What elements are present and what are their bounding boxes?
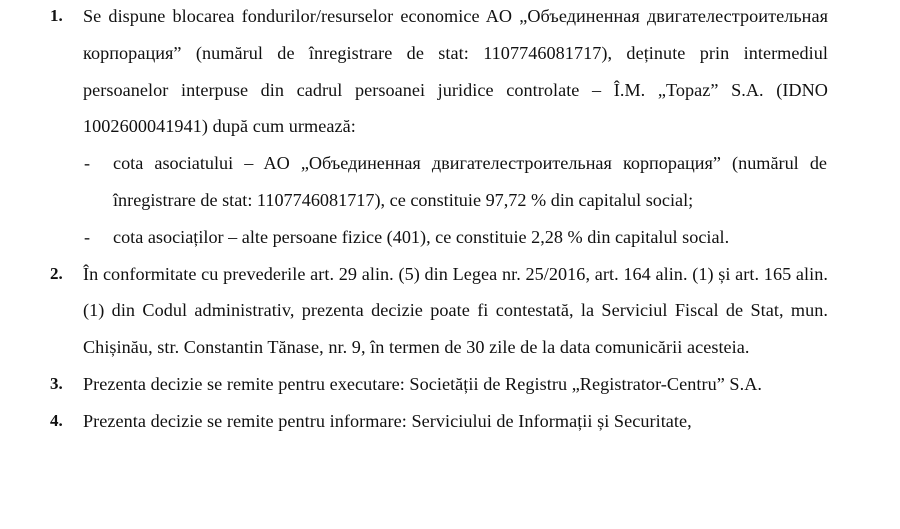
item-text: Se dispune blocarea fondurilor/resurselor economice AO „Объединенная двигателестроительная корпорация” (numărul de înregistrare de stat: 1107746081717), deținute prin intermediul persoanelor interpuse din cadrul persoanei juridice controlate – Î.M. „Topaz” S.A. (IDNO 1002600041941) după cum urmează: [83,6,828,137]
item-number: 2. [50,263,63,283]
subitem-1 [84,145,827,219]
dash-marker: - [84,226,91,247]
item-number: 3. [50,373,63,393]
list-item-2 [50,256,828,366]
dash-marker: - [84,153,91,174]
subitem-2 [84,219,827,256]
item-text: Prezenta decizie se remite pentru informare: Serviciului de Informații și Securitate, [83,410,692,431]
list-item-3 [50,366,828,403]
item-text: Prezenta decizie se remite pentru executare: Societății de Registru „Registrator-Centru” S.A. [83,373,762,394]
subitem-text: cota asociaților – alte persoane fizice (401), ce constituie 2,28 % din capitalul social. [113,226,730,247]
list-item-1 [50,0,828,145]
item-number: 1. [50,6,63,25]
item-text: În conformitate cu prevederile art. 29 alin. (5) din Legea nr. 25/2016, art. 164 alin. (1) și art. 165 alin. (1) din Codul administrativ, prezenta decizie poate fi contestată, la Serviciul Fiscal de Stat, mun. Chișinău, str. Constantin Tănase, nr. 9, în termen de 30 zile de la data comunicării acesteia. [83,263,828,358]
item-number: 4. [50,410,63,430]
subitem-text: cota asociatului – AO „Объединенная двигателестроительная корпорация” (numărul de înregistrare de stat: 1107746081717), ce constituie 97,72 % din capitalul social; [113,153,827,210]
list-item-4 [50,403,828,440]
